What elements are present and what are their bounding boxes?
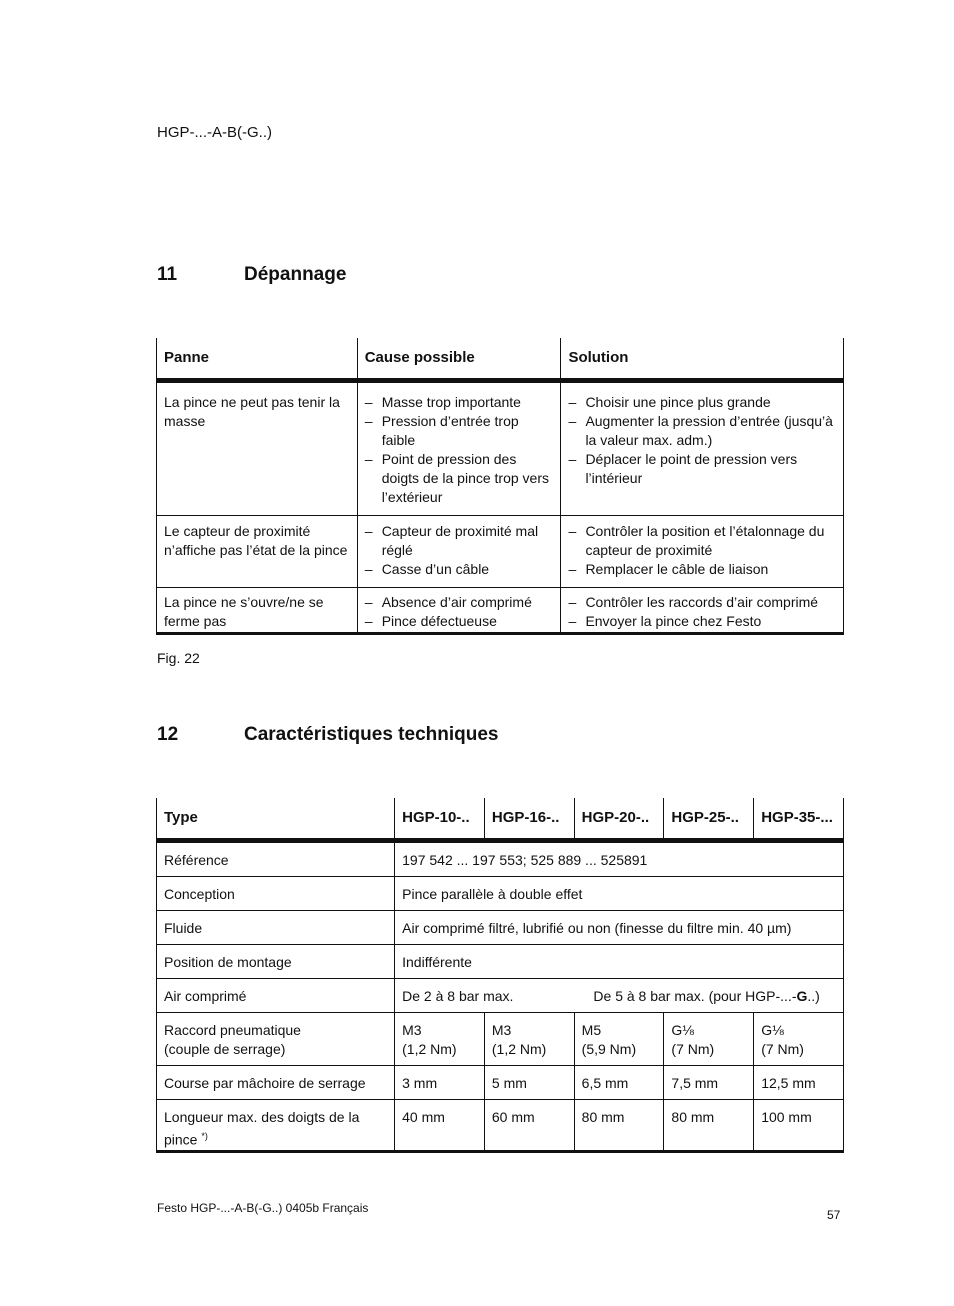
section-11-title: Dépannage (244, 264, 347, 285)
table-row (157, 516, 844, 588)
table-row (157, 381, 844, 516)
troubleshooting-table (156, 338, 844, 635)
table-row (157, 1013, 844, 1066)
list-item: – Casse d’un câble (365, 560, 554, 579)
spec-value: 80 mm (664, 1100, 754, 1152)
panne-cell: Le capteur de proximité n’affiche pas l’état de la pince (157, 516, 358, 588)
header-cause: Cause possible (357, 338, 561, 381)
header-model: HGP-20-.. (574, 798, 664, 841)
spec-value: 6,5 mm (574, 1066, 664, 1100)
solution-cell (561, 588, 844, 634)
solution-cell (561, 516, 844, 588)
spec-label: Course par mâchoire de serrage (157, 1066, 395, 1100)
header-model: HGP-35-... (754, 798, 844, 841)
spec-value: 3 mm (395, 1066, 485, 1100)
spec-label: Air comprimé (157, 979, 395, 1013)
document-model-header: HGP-...-A-B(-G..) (157, 124, 272, 141)
spec-label: Position de montage (157, 945, 395, 979)
cause-cell (357, 381, 561, 516)
header-model: HGP-16-.. (484, 798, 574, 841)
spec-value: 40 mm (395, 1100, 485, 1152)
spec-value: 7,5 mm (664, 1066, 754, 1100)
page-number: 57 (827, 1208, 841, 1222)
list-item: – Pince défectueuse (365, 612, 554, 631)
panne-cell: La pince ne s’ouvre/ne se ferme pas (157, 588, 358, 634)
table-row (157, 1066, 844, 1100)
air-standard: De 2 à 8 bar max. (402, 988, 514, 1004)
spec-label: Longueur max. des doigts de la pince *) (157, 1100, 395, 1152)
spec-value: 197 542 ... 197 553; 525 889 ... 525891 (395, 841, 844, 877)
header-model: HGP-25-.. (664, 798, 754, 841)
spec-value: 80 mm (574, 1100, 664, 1152)
list-item: – Remplacer le câble de liaison (568, 560, 836, 579)
spec-value: 100 mm (754, 1100, 844, 1152)
spec-value: 60 mm (484, 1100, 574, 1152)
spec-value (395, 979, 844, 1013)
page-footer: Festo HGP-...-A-B(-G..) 0405b Français (157, 1201, 369, 1215)
technical-specs-table (156, 798, 844, 1153)
panne-cell: La pince ne peut pas tenir la masse (157, 381, 358, 516)
spec-value: Pince parallèle à double effet (395, 877, 844, 911)
list-item: – Absence d’air comprimé (365, 593, 554, 612)
spec-label: Référence (157, 841, 395, 877)
list-item: – Contrôler la position et l’étalonnage du capteur de proximité (568, 522, 836, 560)
section-12-title: Caractéristiques techniques (244, 724, 499, 745)
spec-value: 5 mm (484, 1066, 574, 1100)
table-row (157, 911, 844, 945)
table-header-row (157, 798, 844, 841)
table-row (157, 979, 844, 1013)
spec-value: Air comprimé filtré, lubrifié ou non (finesse du filtre min. 40 µm) (395, 911, 844, 945)
air-variant-g: De 5 à 8 bar max. (pour HGP-...-G..) (593, 988, 820, 1004)
list-item: – Capteur de proximité mal réglé (365, 522, 554, 560)
spec-value: 12,5 mm (754, 1066, 844, 1100)
list-item: – Envoyer la pince chez Festo (568, 612, 836, 631)
cause-cell (357, 516, 561, 588)
spec-value: M3 (1,2 Nm) (395, 1013, 485, 1066)
list-item: – Pression d’entrée trop faible (365, 412, 554, 450)
solution-cell (561, 381, 844, 516)
spec-value: Indifférente (395, 945, 844, 979)
list-item: – Choisir une pince plus grande (568, 393, 836, 412)
list-item: – Contrôler les raccords d’air comprimé (568, 593, 836, 612)
spec-label: Fluide (157, 911, 395, 945)
table-row (157, 877, 844, 911)
list-item: – Augmenter la pression d’entrée (jusqu’à la valeur max. adm.) (568, 412, 836, 450)
spec-value: G⅛ (7 Nm) (754, 1013, 844, 1066)
header-model: HGP-10-.. (395, 798, 485, 841)
header-panne: Panne (157, 338, 358, 381)
list-item: – Point de pression des doigts de la pince trop vers l’extérieur (365, 450, 554, 507)
section-12-number: 12 (157, 724, 179, 745)
cause-cell (357, 588, 561, 634)
table-row (157, 588, 844, 634)
list-item: – Déplacer le point de pression vers l’intérieur (568, 450, 836, 488)
table-row (157, 1100, 844, 1152)
spec-value: G⅛ (7 Nm) (664, 1013, 754, 1066)
list-item: – Masse trop importante (365, 393, 554, 412)
spec-label: Raccord pneumatique (couple de serrage) (157, 1013, 395, 1066)
table-header-row (157, 338, 844, 381)
header-solution: Solution (561, 338, 844, 381)
header-type: Type (157, 798, 395, 841)
spec-value: M3 (1,2 Nm) (484, 1013, 574, 1066)
table-row (157, 945, 844, 979)
figure-caption: Fig. 22 (157, 650, 200, 666)
footnote-marker: *) (201, 1131, 208, 1141)
spec-value: M5 (5,9 Nm) (574, 1013, 664, 1066)
table-row (157, 841, 844, 877)
spec-label: Conception (157, 877, 395, 911)
section-11-number: 11 (157, 264, 178, 285)
